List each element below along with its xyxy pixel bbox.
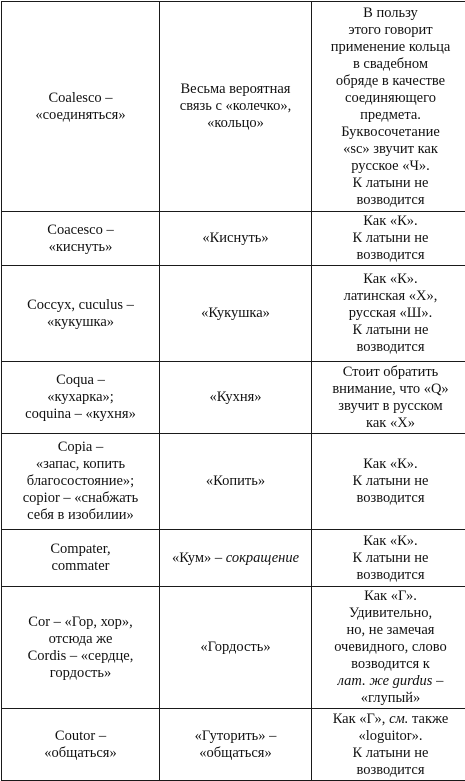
cell-line: В пользу (315, 5, 465, 22)
cell-line: «Гордость» (163, 639, 308, 656)
cell-line: Как «К». (315, 213, 465, 230)
table-row (2, 709, 465, 781)
cell-line: Стоит обратить (315, 364, 465, 381)
cell-line: Cordis – «сердце, (5, 648, 156, 665)
cell-text-italic: см. (389, 711, 408, 727)
russian-word-cell (160, 530, 312, 587)
table-row (2, 212, 465, 266)
note-cell (312, 530, 465, 587)
cell-line: «sc» звучит как (315, 141, 465, 158)
russian-word-cell (160, 709, 312, 781)
cell-line: гордость» (5, 665, 156, 682)
cell-line: Буквосочетание (315, 124, 465, 141)
cell-line (315, 711, 465, 728)
cell-line: возводится (315, 490, 465, 507)
table-row (2, 362, 465, 434)
cell-line: возводится к (315, 656, 465, 673)
cell-line: Coacesco – (5, 222, 156, 239)
cell-line: русское «Ч». (315, 158, 465, 175)
russian-word-cell (160, 434, 312, 530)
note-cell (312, 434, 465, 530)
table-row (2, 2, 465, 212)
table-row (2, 266, 465, 362)
cell-line: Как «К». (315, 533, 465, 550)
cell-line: К латыни не (315, 175, 465, 192)
cell-line: предмета. (315, 107, 465, 124)
cell-line: «кольцо» (163, 115, 308, 132)
russian-word-cell (160, 266, 312, 362)
cell-line: К латыни не (315, 473, 465, 490)
cell-line: «Киснуть» (163, 230, 308, 247)
note-cell (312, 362, 465, 434)
cell-line: очевидного, слово (315, 639, 465, 656)
cell-line: отсюда же (5, 631, 156, 648)
note-cell (312, 2, 465, 212)
cell-line: возводится (315, 247, 465, 264)
latin-word-cell (2, 587, 160, 709)
latin-word-cell (2, 266, 160, 362)
cell-text-italic: лат. же gurdus (338, 673, 433, 689)
latin-word-cell (2, 709, 160, 781)
latin-word-cell (2, 362, 160, 434)
cell-line: этого говорит (315, 22, 465, 39)
cell-line: copior – «снабжать (5, 490, 156, 507)
cell-line: «соединяться» (5, 107, 156, 124)
russian-word-cell (160, 212, 312, 266)
cell-line: «запас, копить (5, 456, 156, 473)
cell-line: Compater, (5, 541, 156, 558)
cell-line: Cor – «Гор, хор», (5, 614, 156, 631)
latin-word-cell (2, 434, 160, 530)
cell-line: звучит в русском (315, 398, 465, 415)
cell-line: К латыни не (315, 745, 465, 762)
cell-text: – (432, 673, 443, 689)
latin-word-cell (2, 2, 160, 212)
cell-line: commater (5, 558, 156, 575)
cell-line: как «Х» (315, 415, 465, 432)
cell-line: «общаться» (163, 745, 308, 762)
note-cell (312, 587, 465, 709)
cell-line: русская «Ш». (315, 305, 465, 322)
cell-line: «кукушка» (5, 314, 156, 331)
cell-line: Coalesco – (5, 90, 156, 107)
cell-line: coquina – «кухня» (5, 406, 156, 423)
cell-line: но, не замечая (315, 622, 465, 639)
cell-line: применение кольца (315, 39, 465, 56)
note-cell (312, 266, 465, 362)
table-row (2, 587, 465, 709)
cell-line: К латыни не (315, 322, 465, 339)
latin-word-cell (2, 530, 160, 587)
note-cell (312, 212, 465, 266)
cell-line: латинская «Х», (315, 288, 465, 305)
cell-line: К латыни не (315, 230, 465, 247)
cell-line: «кухарка»; (5, 389, 156, 406)
cell-line: Как «К». (315, 271, 465, 288)
note-cell (312, 709, 465, 781)
russian-word-cell (160, 362, 312, 434)
cell-line: возводится (315, 762, 465, 779)
cell-line (315, 673, 465, 690)
cell-line: «Кухня» (163, 389, 308, 406)
cell-line: «киснуть» (5, 239, 156, 256)
cell-line: «глупый» (315, 690, 465, 707)
cell-line: Coccyx, cuculus – (5, 297, 156, 314)
cell-text: Как «Г», (333, 711, 389, 727)
table-row (2, 434, 465, 530)
russian-word-cell (160, 587, 312, 709)
latin-word-cell (2, 212, 160, 266)
cell-text: «Кум» – (172, 550, 226, 566)
cell-line: возводится (315, 567, 465, 584)
cell-line: Copia – (5, 439, 156, 456)
cell-line: «общаться» (5, 745, 156, 762)
cell-line: «Кукушка» (163, 305, 308, 322)
cell-line: связь с «колечко», (163, 98, 308, 115)
cell-line: в свадебном (315, 56, 465, 73)
cell-line: «loguitor». (315, 728, 465, 745)
cell-line: Coutor – (5, 728, 156, 745)
cell-text-italic: сокращение (226, 550, 299, 566)
cell-line: себя в изобилии» (5, 507, 156, 524)
cell-text: также (408, 711, 448, 727)
cell-line: обряде в качестве (315, 73, 465, 90)
cell-line: возводится (315, 339, 465, 356)
cell-line: Coqua – (5, 372, 156, 389)
table-row (2, 530, 465, 587)
russian-word-cell (160, 2, 312, 212)
cell-line: благосостояние»; (5, 473, 156, 490)
etymology-table (1, 1, 465, 781)
cell-line: Весьма вероятная (163, 81, 308, 98)
cell-line: соединяющего (315, 90, 465, 107)
cell-line: «Гуторить» – (163, 728, 308, 745)
cell-line: Как «Г». (315, 588, 465, 605)
cell-line: Удивительно, (315, 605, 465, 622)
cell-line: внимание, что «Q» (315, 381, 465, 398)
cell-line: Как «К». (315, 456, 465, 473)
cell-line: «Копить» (163, 473, 308, 490)
cell-line: К латыни не (315, 550, 465, 567)
cell-line: возводится (315, 192, 465, 209)
